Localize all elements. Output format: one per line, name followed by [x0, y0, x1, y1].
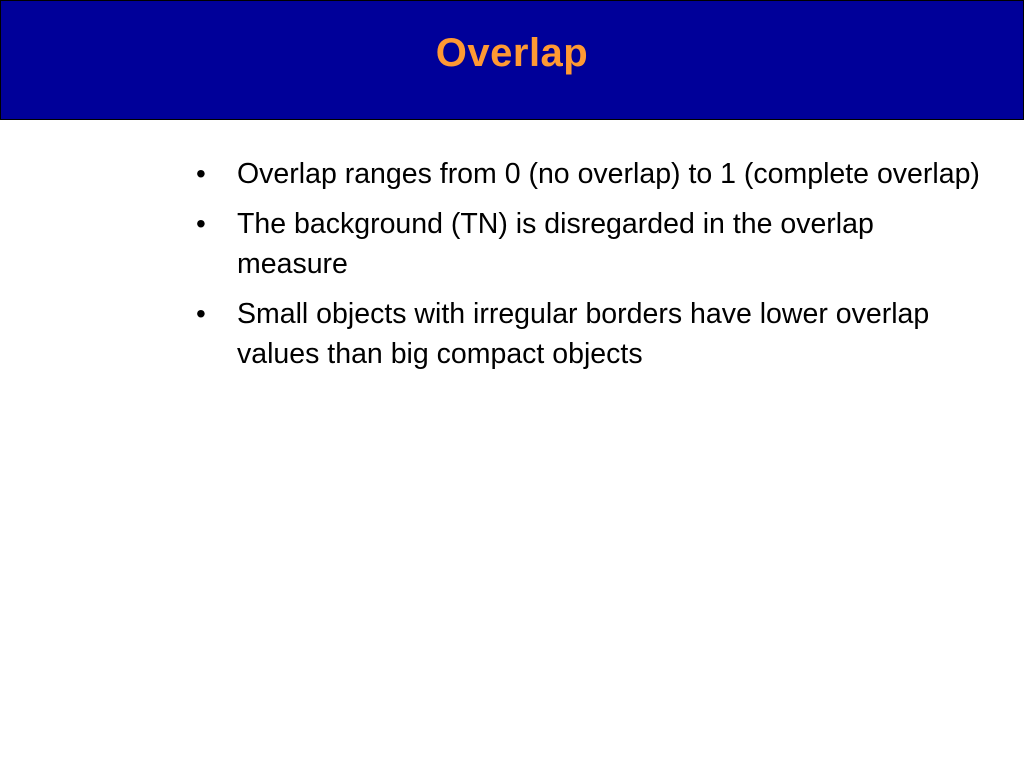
bullet-text: Overlap ranges from 0 (no overlap) to 1 (complete overlap) — [237, 158, 980, 190]
bullet-text: Small objects with irregular borders have lower overlap values than big compact objects — [237, 298, 930, 370]
bullet-item — [196, 154, 986, 194]
slide-title: Overlap — [435, 30, 589, 75]
bullet-icon: • — [196, 208, 206, 239]
bullet-icon: • — [196, 158, 206, 189]
bullet-item — [196, 204, 986, 284]
bullet-item — [196, 294, 986, 374]
title-bar — [0, 0, 1024, 120]
bullet-list — [196, 154, 986, 384]
bullet-icon: • — [196, 298, 206, 329]
bullet-text: The background (TN) is disregarded in the overlap measure — [237, 208, 874, 280]
